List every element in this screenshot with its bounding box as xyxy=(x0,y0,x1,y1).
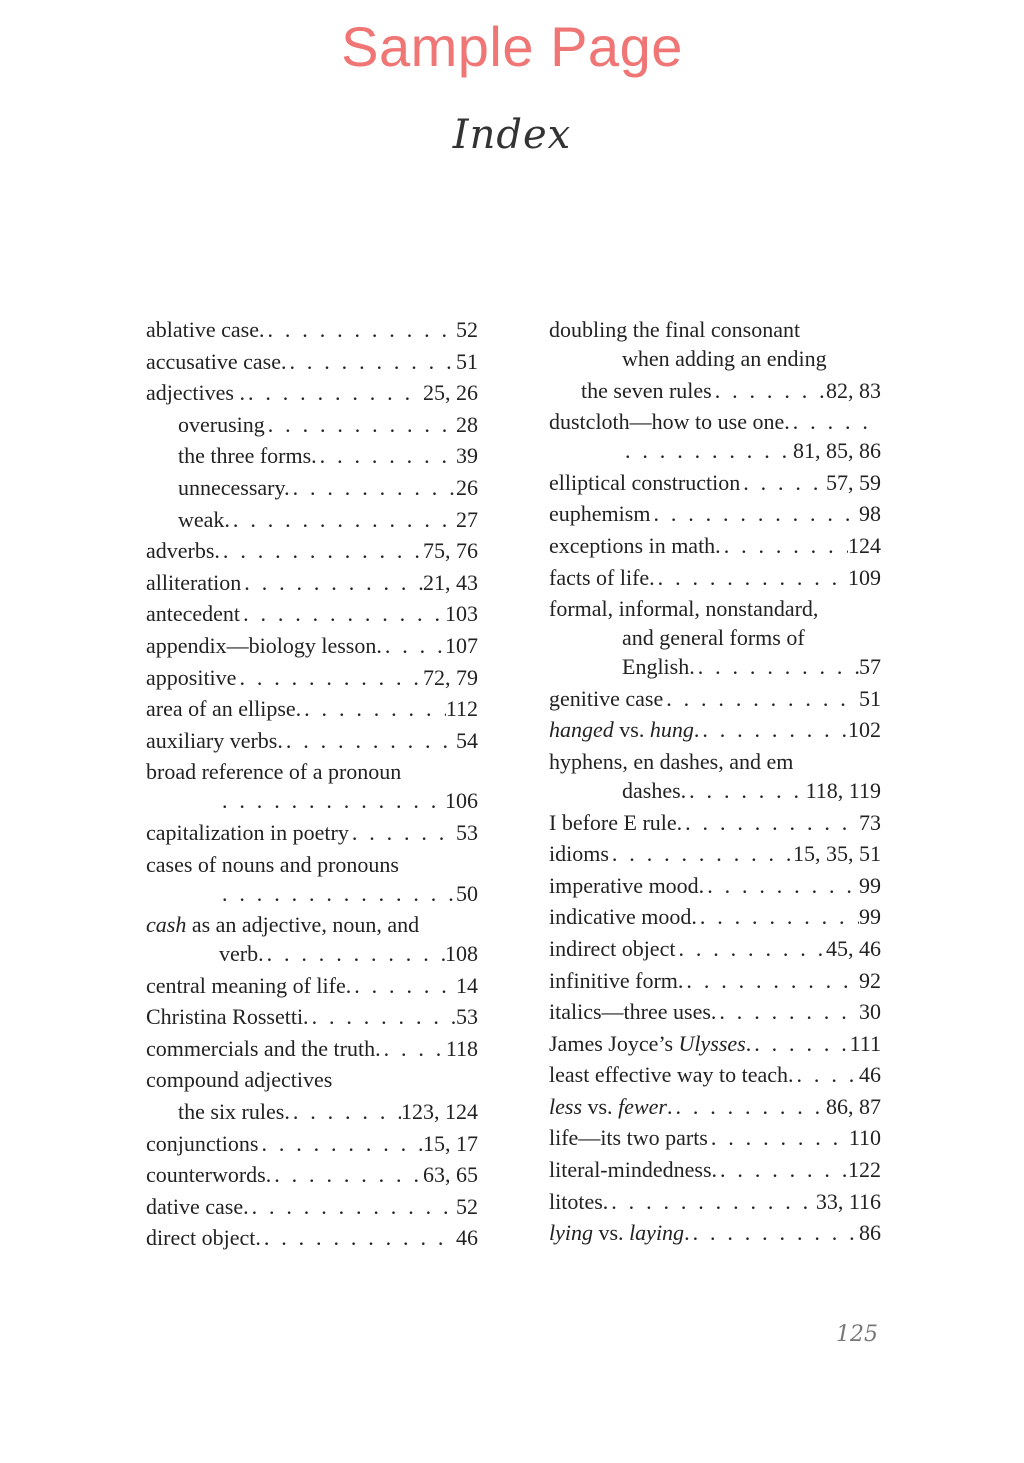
entry-page: 75, 76 xyxy=(423,538,478,564)
entry-continuation xyxy=(146,786,478,815)
entry-page: 51 xyxy=(456,348,478,374)
entry-page: 98 xyxy=(859,501,881,527)
leader-dots xyxy=(317,441,456,470)
entry-term-italic: Ulysses xyxy=(678,1030,746,1056)
leader-dots xyxy=(717,1155,848,1184)
entry-page: 15, 35, 51 xyxy=(793,841,881,867)
entry-page: 112 xyxy=(445,696,478,722)
entry-term-italic: less xyxy=(549,1093,582,1119)
entry-term-italic: laying xyxy=(629,1220,685,1246)
entry-term xyxy=(549,1092,672,1121)
index-entry xyxy=(549,684,881,713)
page-number: 125 xyxy=(836,1322,878,1347)
entry-term: capitalization in poetry xyxy=(146,819,349,845)
index-entry xyxy=(146,536,478,565)
leader-dots xyxy=(690,1218,859,1247)
index-subentry xyxy=(146,473,478,502)
entry-term: adverbs. xyxy=(146,538,220,564)
entry-page: 86, 87 xyxy=(826,1093,881,1119)
entry-term: compound adjectives xyxy=(146,1067,333,1093)
entry-term-italic: cash xyxy=(146,912,187,938)
entry-term: the three forms. xyxy=(178,443,317,469)
leader-dots xyxy=(290,1097,401,1126)
entry-term: dashes. xyxy=(622,777,687,803)
leader-dots xyxy=(236,663,423,692)
index-entry xyxy=(146,850,478,908)
leader-dots xyxy=(716,997,859,1026)
leader-dots xyxy=(794,1060,859,1089)
leader-dots xyxy=(622,436,793,465)
entry-page: 26 xyxy=(456,474,478,500)
entry-page: 33, 116 xyxy=(815,1188,881,1214)
entry-first-line xyxy=(549,407,881,436)
entry-page: 111 xyxy=(849,1030,881,1056)
entry-page: 107 xyxy=(445,632,478,658)
entry-term xyxy=(549,715,699,744)
entry-page: 39 xyxy=(456,443,478,469)
entry-page: 53 xyxy=(456,1004,478,1030)
index-entry xyxy=(146,378,478,407)
entry-term: cases of nouns and pronouns xyxy=(146,851,399,877)
entry-page: 103 xyxy=(445,601,478,627)
entry-term: broad reference of a pronoun xyxy=(146,759,402,785)
leader-dots xyxy=(704,871,859,900)
entry-term: accusative case. xyxy=(146,348,287,374)
leader-dots xyxy=(309,1002,456,1031)
index-entry xyxy=(549,1092,881,1121)
index-entry xyxy=(146,347,478,376)
index-entry xyxy=(549,315,881,373)
leader-dots xyxy=(258,1129,423,1158)
entry-term: dative case. xyxy=(146,1193,249,1219)
leader-dots xyxy=(708,1123,849,1152)
entry-term: doubling the final consonant xyxy=(549,317,801,342)
leader-dots xyxy=(219,786,445,815)
leader-dots xyxy=(751,1029,849,1058)
leader-dots xyxy=(265,410,456,439)
index-entry xyxy=(146,726,478,755)
entry-term: idioms xyxy=(549,841,609,867)
leader-dots xyxy=(683,966,859,995)
leader-dots xyxy=(382,631,445,660)
entry-term: English. xyxy=(622,654,695,680)
entry-continuation xyxy=(549,776,881,805)
leader-dots xyxy=(265,315,457,344)
entry-term: literal-mindedness. xyxy=(549,1157,718,1183)
entry-page: 14 xyxy=(456,972,478,998)
entry-page: 81, 85, 86 xyxy=(793,438,881,464)
index-entry xyxy=(549,997,881,1026)
index-entry xyxy=(146,1065,478,1094)
index-entry xyxy=(549,563,881,592)
entry-term: I before E rule. xyxy=(549,809,683,835)
entry-page: 51 xyxy=(859,685,881,711)
leader-dots xyxy=(245,378,423,407)
index-subentry xyxy=(549,376,881,405)
index-entry xyxy=(549,1218,881,1247)
index-entry xyxy=(549,1123,881,1152)
entry-page: 57 xyxy=(859,654,881,680)
entry-term: ablative case. xyxy=(146,317,265,342)
entry-page: 118, 119 xyxy=(805,777,881,803)
index-heading: Index xyxy=(452,112,572,158)
entry-page: 53 xyxy=(456,819,478,845)
entry-term: appendix—biology lesson. xyxy=(146,632,382,658)
entry-term xyxy=(146,910,478,939)
entry-continuation xyxy=(146,879,478,908)
entry-term-rest: . xyxy=(745,1030,752,1056)
entry-page: 45, 46 xyxy=(826,935,881,961)
entry-term: least effective way to teach. xyxy=(549,1062,794,1088)
leader-dots xyxy=(695,652,859,681)
entry-term: verb. xyxy=(219,941,264,967)
index-subentry xyxy=(146,410,478,439)
index-entry xyxy=(549,531,881,560)
index-entry xyxy=(549,499,881,528)
index-entry xyxy=(549,1029,881,1058)
entry-page: 123, 124 xyxy=(401,1099,478,1125)
leader-dots xyxy=(650,499,859,528)
entry-page: 86 xyxy=(859,1220,881,1246)
index-subentry xyxy=(146,441,478,470)
index-entry xyxy=(549,407,881,465)
entry-term-rest: as an adjective, noun, and xyxy=(186,912,420,938)
entry-term-rest: . xyxy=(693,717,700,743)
entry-page: 54 xyxy=(456,727,478,753)
leader-dots xyxy=(790,407,881,436)
entry-page: 57, 59 xyxy=(826,469,881,495)
index-entry xyxy=(146,694,478,723)
entry-page: 99 xyxy=(859,872,881,898)
entry-term-continuation: when adding an ending xyxy=(622,346,827,371)
entry-term: unnecessary. xyxy=(178,474,290,500)
entry-term: formal, informal, nonstandard, xyxy=(549,596,819,622)
leader-dots xyxy=(271,1160,423,1189)
index-entry xyxy=(549,1187,881,1216)
index-entry xyxy=(146,1160,478,1189)
index-entry xyxy=(146,910,478,968)
leader-dots xyxy=(240,599,445,628)
entry-term-italic: hung xyxy=(649,717,694,743)
entry-page: 73 xyxy=(859,809,881,835)
entry-page: 108 xyxy=(445,941,478,967)
entry-term: life—its two parts xyxy=(549,1125,708,1151)
entry-term-italic: lying xyxy=(549,1220,593,1246)
index-entry xyxy=(549,839,881,868)
entry-term xyxy=(549,1029,751,1058)
entry-page: 25, 26 xyxy=(423,380,478,406)
entry-term: elliptical construction xyxy=(549,469,741,495)
index-entry xyxy=(146,1034,478,1063)
index-entry xyxy=(549,966,881,995)
entry-page: 52 xyxy=(456,1193,478,1219)
entry-term-rest: . xyxy=(684,1220,690,1246)
index-entry xyxy=(146,818,478,847)
leader-dots xyxy=(219,879,456,908)
index-entry xyxy=(146,663,478,692)
entry-term: indirect object xyxy=(549,935,676,961)
entry-term-rest: James Joyce’s xyxy=(549,1030,679,1056)
entry-page: 21, 43 xyxy=(423,569,478,595)
index-entry xyxy=(549,871,881,900)
leader-dots xyxy=(351,971,456,1000)
entry-page: 46 xyxy=(859,1062,881,1088)
entry-term: facts of life. xyxy=(549,564,655,590)
entry-term: conjunctions xyxy=(146,1130,259,1156)
entry-term-italic: hanged xyxy=(549,717,614,743)
leader-dots xyxy=(697,902,859,931)
entry-continuation xyxy=(549,652,881,681)
entry-continuation xyxy=(146,939,478,968)
leader-dots xyxy=(740,468,826,497)
entry-term: appositive xyxy=(146,664,237,690)
index-entry xyxy=(549,1155,881,1184)
leader-dots xyxy=(609,839,793,868)
index-entry xyxy=(146,757,478,815)
leader-dots xyxy=(349,818,456,847)
leader-dots xyxy=(721,531,848,560)
index-entry xyxy=(146,1129,478,1158)
index-entry xyxy=(146,631,478,660)
entry-term: commercials and the truth. xyxy=(146,1035,381,1061)
index-column-left xyxy=(146,315,478,1255)
entry-term: area of an ellipse. xyxy=(146,696,302,722)
sample-page-watermark: Sample Page xyxy=(341,15,683,78)
leader-dots xyxy=(220,536,423,565)
index-entry xyxy=(549,934,881,963)
leader-dots xyxy=(241,568,423,597)
entry-page: 124 xyxy=(848,532,881,558)
leader-dots xyxy=(663,684,859,713)
entry-term: antecedent xyxy=(146,601,241,627)
entry-page: 82, 83 xyxy=(826,377,881,403)
index-entry xyxy=(549,808,881,837)
index-entry xyxy=(146,1002,478,1031)
entry-page: 109 xyxy=(848,564,881,590)
leader-dots xyxy=(712,376,826,405)
entry-term-rest: vs. xyxy=(582,1093,619,1119)
entry-page: 99 xyxy=(859,904,881,930)
entry-term: auxiliary verbs. xyxy=(146,727,283,753)
index-entry xyxy=(146,568,478,597)
entry-page: 118 xyxy=(445,1035,478,1061)
index-entry xyxy=(549,468,881,497)
entry-page: 30 xyxy=(859,999,881,1025)
entry-term: overusing xyxy=(178,411,265,437)
leader-dots xyxy=(655,563,848,592)
index-column-right xyxy=(549,315,881,1250)
leader-dots xyxy=(699,715,848,744)
leader-dots xyxy=(286,347,456,376)
entry-term-rest: vs. xyxy=(613,717,650,743)
entry-term xyxy=(549,1218,690,1247)
entry-term: euphemism xyxy=(549,501,651,527)
entry-term: adjectives . xyxy=(146,380,245,406)
leader-dots xyxy=(290,473,456,502)
entry-page: 46 xyxy=(456,1225,478,1251)
index-entry xyxy=(146,1223,478,1252)
leader-dots xyxy=(675,934,826,963)
entry-page: 122 xyxy=(848,1157,881,1183)
entry-term: counterwords. xyxy=(146,1162,272,1188)
entry-page: 106 xyxy=(445,788,478,814)
index-entry xyxy=(549,747,881,805)
leader-dots xyxy=(381,1034,446,1063)
entry-page: 28 xyxy=(456,411,478,437)
entry-term-italic: fewer xyxy=(618,1093,667,1119)
entry-term: indicative mood. xyxy=(549,904,697,930)
entry-term: Christina Rossetti. xyxy=(146,1004,309,1030)
index-entry xyxy=(146,971,478,1000)
entry-term: direct object. xyxy=(146,1225,261,1251)
entry-term: dustcloth—how to use one. xyxy=(549,409,790,435)
index-entry xyxy=(549,594,881,681)
entry-term: genitive case xyxy=(549,685,664,711)
leader-dots xyxy=(261,1223,456,1252)
leader-dots xyxy=(672,1092,826,1121)
entry-term: litotes. xyxy=(549,1188,609,1214)
entry-term: central meaning of life. xyxy=(146,972,352,998)
entry-page: 102 xyxy=(848,717,881,743)
index-entry xyxy=(549,715,881,744)
index-entry xyxy=(549,902,881,931)
leader-dots xyxy=(301,694,446,723)
leader-dots xyxy=(230,505,456,534)
leader-dots xyxy=(686,776,805,805)
entry-term-continuation: and general forms of xyxy=(622,625,805,651)
index-subentry xyxy=(146,1097,478,1126)
entry-page: 63, 65 xyxy=(423,1162,478,1188)
entry-term: infinitive form. xyxy=(549,967,684,993)
leader-dots xyxy=(608,1187,816,1216)
entry-term: weak. xyxy=(178,506,230,532)
entry-page: 15, 17 xyxy=(423,1130,478,1156)
index-entry xyxy=(146,599,478,628)
entry-term: the seven rules xyxy=(581,377,712,403)
entry-term: the six rules. xyxy=(178,1099,290,1125)
leader-dots xyxy=(264,939,445,968)
entry-term: imperative mood. xyxy=(549,872,705,898)
index-entry xyxy=(146,315,478,344)
index-subentry xyxy=(146,505,478,534)
entry-page: 27 xyxy=(456,506,478,532)
entry-term: hyphens, en dashes, and em xyxy=(549,748,794,774)
entry-continuation xyxy=(549,436,881,465)
entry-page: 52 xyxy=(456,317,478,342)
leader-dots xyxy=(682,808,859,837)
entry-term: italics—three uses. xyxy=(549,999,717,1025)
entry-term: alliteration xyxy=(146,569,242,595)
leader-dots xyxy=(249,1192,456,1221)
index-entry xyxy=(549,1060,881,1089)
entry-term: exceptions in math. xyxy=(549,532,721,558)
entry-term-rest: . xyxy=(666,1093,673,1119)
entry-page: 110 xyxy=(848,1125,881,1151)
entry-page: 50 xyxy=(456,880,478,906)
entry-page: 72, 79 xyxy=(423,664,478,690)
entry-term-rest: vs. xyxy=(593,1220,630,1246)
leader-dots xyxy=(283,726,456,755)
index-entry xyxy=(146,1192,478,1221)
entry-page: 92 xyxy=(859,967,881,993)
